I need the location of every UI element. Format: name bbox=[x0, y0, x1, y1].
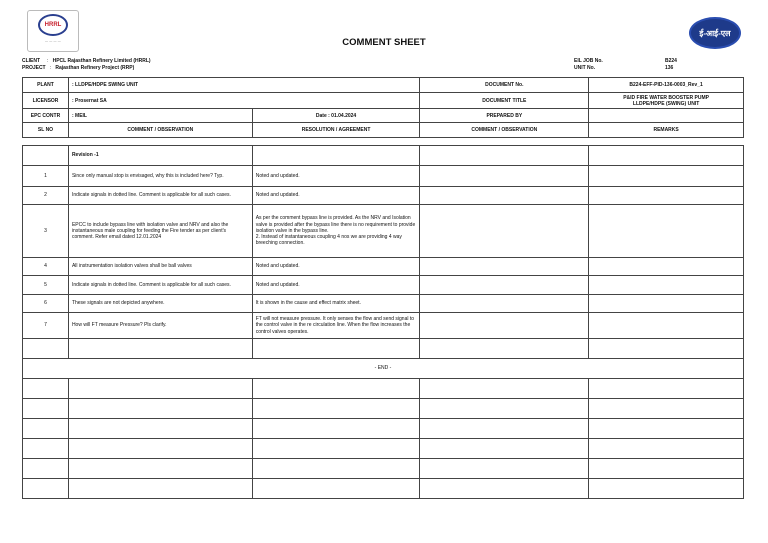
revision-label: Revision -1 bbox=[68, 146, 252, 166]
blank-cell bbox=[68, 419, 252, 439]
remarks-cell bbox=[589, 295, 744, 313]
eil-logo: ई-आई-एल bbox=[689, 17, 741, 49]
epc-label: EPC CONTR bbox=[23, 109, 69, 123]
client-value: HPCL Rajasthan Refinery Limited (HRRL) bbox=[52, 58, 151, 64]
page-title: COMMENT SHEET bbox=[342, 37, 426, 48]
doc-title-label: DOCUMENT TITLE bbox=[420, 93, 589, 109]
comment-row bbox=[23, 205, 744, 258]
blank-cell bbox=[68, 439, 252, 459]
blank-row bbox=[23, 439, 744, 459]
comment-2-cell bbox=[420, 313, 589, 339]
revision-row bbox=[23, 146, 744, 166]
plant-label: PLANT bbox=[23, 78, 69, 93]
blank-cell bbox=[589, 339, 744, 359]
comment-cell: All instrumentation isolation valves shall be ball valves bbox=[68, 258, 252, 276]
comment-row bbox=[23, 166, 744, 187]
epc-value: : MEIL bbox=[68, 109, 252, 123]
doc-title-line1: P&ID FIRE WATER BOOSTER PUMP bbox=[623, 94, 709, 101]
project-label: PROJECT bbox=[22, 64, 46, 71]
prepared-by-value bbox=[589, 109, 744, 123]
blank-row bbox=[23, 379, 744, 399]
client-project-block: CLIENT : HPCL Rajasthan Refinery Limited (HRRL) PROJECT : Rajasthan Refinery Project (RRP) bbox=[22, 58, 151, 71]
comment-cell: These signals are not depicted anywhere. bbox=[68, 295, 252, 313]
blank-cell bbox=[23, 399, 69, 419]
comment-2-cell bbox=[420, 166, 589, 187]
comment-cell: Since only manual stop is envisaged, why this is included here? Typ. bbox=[68, 166, 252, 187]
remarks-cell bbox=[589, 313, 744, 339]
client-label: CLIENT bbox=[22, 58, 41, 64]
blank-cell bbox=[589, 459, 744, 479]
sl-no-cell: 4 bbox=[23, 258, 69, 276]
blank-cell bbox=[23, 419, 69, 439]
comment-2-cell bbox=[420, 276, 589, 295]
doc-title-line2: LLDPE/HDPE (SWING) UNIT bbox=[632, 100, 700, 107]
licensor-value: : Prosernat SA bbox=[68, 93, 419, 109]
blank-cell bbox=[420, 439, 589, 459]
blank-cell bbox=[420, 379, 589, 399]
revision-sl-cell bbox=[23, 146, 69, 166]
blank-row bbox=[23, 479, 744, 499]
comment-cell: Indicate signals in dotted line. Comment is applicable for all such cases. bbox=[68, 276, 252, 295]
blank-cell bbox=[252, 399, 420, 419]
blank-cell bbox=[420, 419, 589, 439]
blank-cell bbox=[68, 459, 252, 479]
sl-no-cell: 1 bbox=[23, 166, 69, 187]
blank-cell bbox=[252, 419, 420, 439]
blank-row bbox=[23, 339, 744, 359]
resolution-cell: As per the comment bypass line is provided. As the NRV and Isolation valve is provided after the bypass line there is no requirement to provide isolation valve in the bypass line. 2. Instead of instantaneous coupling 4 nos we are providing 4 way breeching connection. bbox=[252, 205, 420, 258]
comment-row bbox=[23, 276, 744, 295]
hrrl-logo-mark: HRRL bbox=[38, 14, 68, 36]
sl-no-cell: 7 bbox=[23, 313, 69, 339]
comment-row bbox=[23, 258, 744, 276]
blank-cell bbox=[420, 479, 589, 499]
hrrl-logo-tagline: — — — — bbox=[45, 39, 61, 43]
blank-cell bbox=[252, 479, 420, 499]
blank-cell bbox=[23, 379, 69, 399]
remarks-cell bbox=[589, 187, 744, 205]
comment-2-cell bbox=[420, 187, 589, 205]
blank-row bbox=[23, 419, 744, 439]
blank-cell bbox=[420, 459, 589, 479]
remarks-cell bbox=[589, 205, 744, 258]
blank-cell bbox=[589, 379, 744, 399]
blank-row bbox=[23, 399, 744, 419]
blank-cell bbox=[23, 459, 69, 479]
comment-2-cell bbox=[420, 205, 589, 258]
blank-cell bbox=[589, 419, 744, 439]
blank-cell bbox=[252, 459, 420, 479]
doc-title-value bbox=[589, 93, 744, 109]
sl-no-cell: 6 bbox=[23, 295, 69, 313]
doc-no-value: B224-EFF-PID-136-0003_Rev_1 bbox=[589, 78, 744, 93]
job-values bbox=[665, 58, 677, 71]
blank-cell bbox=[589, 399, 744, 419]
resolution-cell: Noted and updated. bbox=[252, 276, 420, 295]
remarks-cell bbox=[589, 258, 744, 276]
blank-row bbox=[23, 459, 744, 479]
project-value: Rajasthan Refinery Project (RRP) bbox=[55, 64, 135, 71]
resolution-cell: Noted and updated. bbox=[252, 166, 420, 187]
comment-row bbox=[23, 295, 744, 313]
unit-label: UNIT No. bbox=[574, 64, 596, 71]
comment-cell: Indicate signals in dotted line. Comment is applicable for all such cases. bbox=[68, 187, 252, 205]
blank-cell bbox=[23, 479, 69, 499]
sl-no-cell: 5 bbox=[23, 276, 69, 295]
blank-cell bbox=[589, 479, 744, 499]
col-comment-2: COMMENT / OBSERVATION bbox=[420, 123, 589, 138]
blank-cell bbox=[68, 379, 252, 399]
plant-value: : LLDPE/HDPE SWING UNIT bbox=[68, 78, 419, 93]
eil-job-value: B224 bbox=[665, 58, 677, 64]
blank-cell bbox=[23, 439, 69, 459]
licensor-label: LICENSOR bbox=[23, 93, 69, 109]
end-row bbox=[23, 359, 744, 379]
doc-no-label: DOCUMENT No. bbox=[420, 78, 589, 93]
comment-2-cell bbox=[420, 295, 589, 313]
resolution-cell: Noted and updated. bbox=[252, 187, 420, 205]
blank-cell bbox=[589, 439, 744, 459]
blank-cell bbox=[68, 339, 252, 359]
remarks-cell bbox=[589, 166, 744, 187]
blank-cell bbox=[252, 379, 420, 399]
resolution-cell: FT will not measure pressure. It only senses the flow and send signal to the control valve in the re circulation line. When the flow increases the control valves operates. bbox=[252, 313, 420, 339]
col-sl-no: SL NO bbox=[23, 123, 69, 138]
blank-cell bbox=[420, 399, 589, 419]
document-info-grid bbox=[22, 77, 744, 138]
comments-table bbox=[22, 145, 744, 499]
date-value: Date : 01.04.2024 bbox=[252, 109, 420, 123]
col-resolution: RESOLUTION / AGREEMENT bbox=[252, 123, 420, 138]
sl-no-cell: 3 bbox=[23, 205, 69, 258]
blank-cell bbox=[252, 339, 420, 359]
end-label: - END - bbox=[23, 359, 744, 379]
resolution-cell: It is shown in the cause and effect matrix sheet. bbox=[252, 295, 420, 313]
remarks-cell bbox=[589, 276, 744, 295]
comment-row bbox=[23, 313, 744, 339]
blank-cell bbox=[23, 339, 69, 359]
eil-job-label: EIL JOB No. bbox=[574, 58, 603, 64]
blank-cell bbox=[420, 339, 589, 359]
job-labels bbox=[574, 58, 603, 71]
comment-cell: How will FT measure Pressure? Pls clarify. bbox=[68, 313, 252, 339]
blank-cell bbox=[68, 479, 252, 499]
comment-cell: EPCC to include bypass line with isolation valve and NRV and also the instantaneous male coupling for feeding the Fire tender as per client's comment. Refer email dated 12.01.2024 bbox=[68, 205, 252, 258]
blank-cell bbox=[68, 399, 252, 419]
prepared-by-label: PREPARED BY bbox=[420, 109, 589, 123]
unit-value: 136 bbox=[665, 64, 674, 71]
comment-2-cell bbox=[420, 258, 589, 276]
col-comment: COMMENT / OBSERVATION bbox=[68, 123, 252, 138]
blank-cell bbox=[252, 439, 420, 459]
comment-row bbox=[23, 187, 744, 205]
resolution-cell: Noted and updated. bbox=[252, 258, 420, 276]
sl-no-cell: 2 bbox=[23, 187, 69, 205]
col-remarks: REMARKS bbox=[589, 123, 744, 138]
